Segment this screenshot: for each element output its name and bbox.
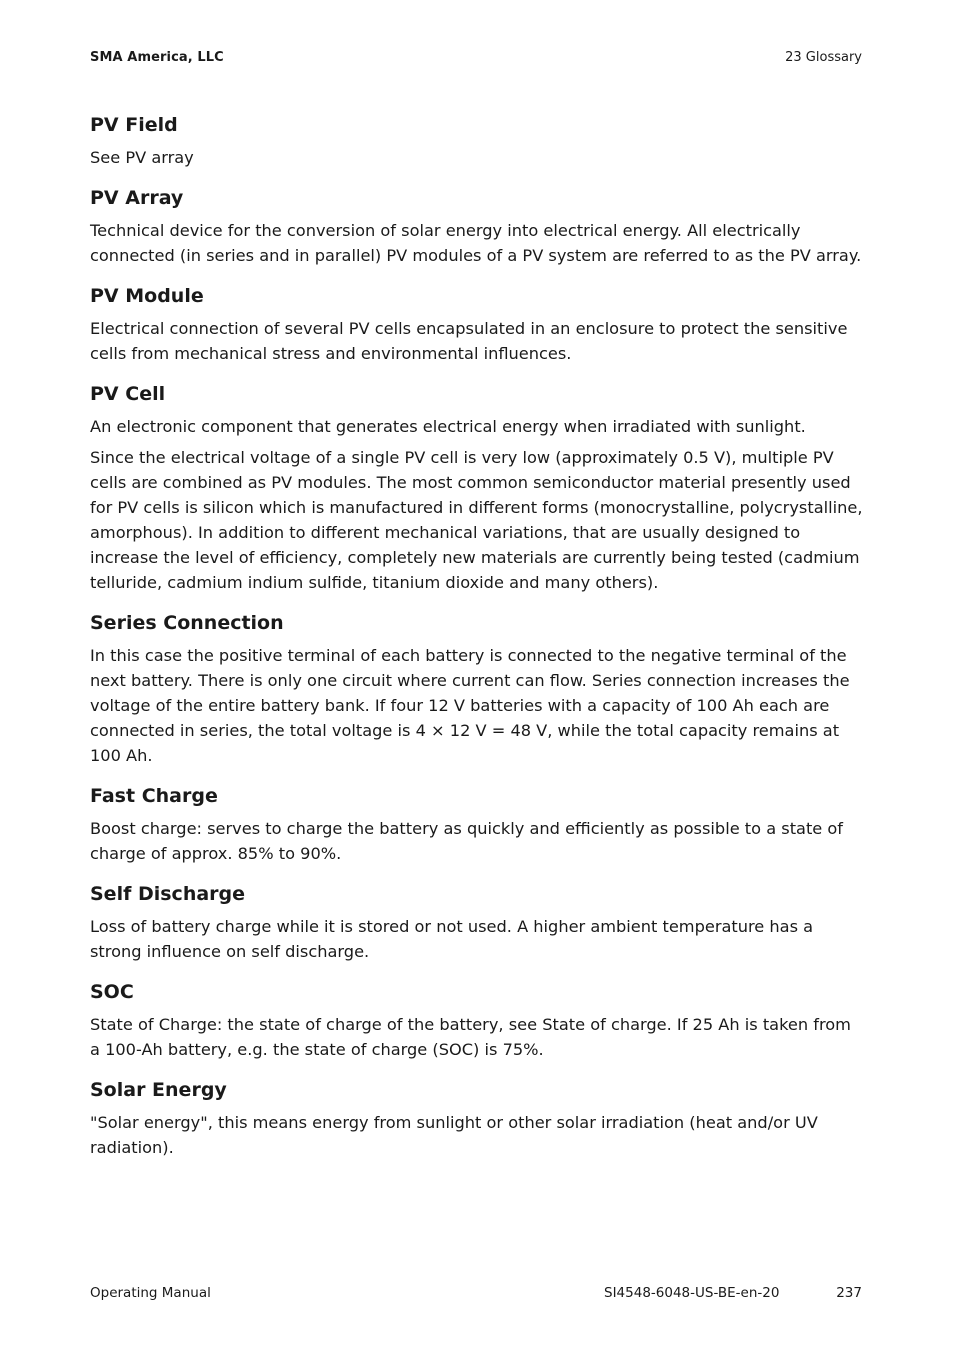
page-number: 237 xyxy=(836,1285,862,1301)
glossary-definition: Technical device for the conversion of solar energy into electrical energy. All electrically connected (in series and in parallel) PV modules of a PV system are referred to as the PV array. xyxy=(90,221,862,265)
glossary-definition: Loss of battery charge while it is stored or not used. A higher ambient temperature has a strong influence on self discharge. xyxy=(90,917,814,961)
document-id: SI4548-6048-US-BE-en-20 xyxy=(604,1285,780,1301)
glossary-definition: See PV array xyxy=(90,148,194,167)
glossary-term: PV Array xyxy=(90,187,184,209)
glossary-entry xyxy=(90,783,864,866)
glossary-definition: Since the electrical voltage of a single PV cell is very low (approximately 0.5 V), multiple PV cells are combined as PV modules. The most common semiconductor material presently used for PV cells is silicon which is manufactured in different forms (monocrystalline, polycrystalline, amorphous). In addition to different mechanical variations, that are usually designed to increase the level of efficiency, completely new materials are currently being tested (cadmium telluride, cadmium indium sulfide, titanium dioxide and many others). xyxy=(90,448,863,592)
glossary-entry xyxy=(90,1077,864,1160)
company-name: SMA America, LLC xyxy=(90,50,224,65)
glossary-definition: In this case the positive terminal of each battery is connected to the negative terminal of the next battery. There is only one circuit where current can flow. Series connection increases the voltage of the entire battery bank. If four 12 V batteries with a capacity of 100 Ah each are connected in series, the total voltage is 4 × 12 V = 48 V, while the total capacity remains at 100 Ah. xyxy=(90,646,850,765)
glossary-entry xyxy=(90,881,864,964)
glossary-entry xyxy=(90,381,864,595)
chapter-title: 23 Glossary xyxy=(785,50,862,65)
glossary-definition: An electronic component that generates electrical energy when irradiated with sunlight. xyxy=(90,417,806,436)
glossary-definition: "Solar energy", this means energy from sunlight or other solar irradiation (heat and/or UV radiation). xyxy=(90,1113,818,1157)
glossary-entry xyxy=(90,610,864,768)
glossary-term: PV Field xyxy=(90,114,178,136)
glossary-definition: State of Charge: the state of charge of the battery, see State of charge. If 25 Ah is taken from a 100-Ah battery, e.g. the state of charge (SOC) is 75%. xyxy=(90,1015,851,1059)
glossary-entry xyxy=(90,185,864,268)
manual-title: Operating Manual xyxy=(90,1285,211,1301)
glossary-entry xyxy=(90,112,864,170)
glossary-content xyxy=(90,112,864,1166)
glossary-term: Fast Charge xyxy=(90,785,218,807)
glossary-term: Series Connection xyxy=(90,612,284,634)
glossary-term: SOC xyxy=(90,981,134,1003)
glossary-term: Solar Energy xyxy=(90,1079,227,1101)
glossary-term: Self Discharge xyxy=(90,883,246,905)
glossary-definition: Boost charge: serves to charge the battery as quickly and efficiently as possible to a state of charge of approx. 85% to 90%. xyxy=(90,819,844,863)
glossary-definition: Electrical connection of several PV cells encapsulated in an enclosure to protect the sensitive cells from mechanical stress and environmental influences. xyxy=(90,319,848,363)
glossary-term: PV Cell xyxy=(90,383,166,405)
glossary-term: PV Module xyxy=(90,285,204,307)
glossary-entry xyxy=(90,979,864,1062)
glossary-entry xyxy=(90,283,864,366)
